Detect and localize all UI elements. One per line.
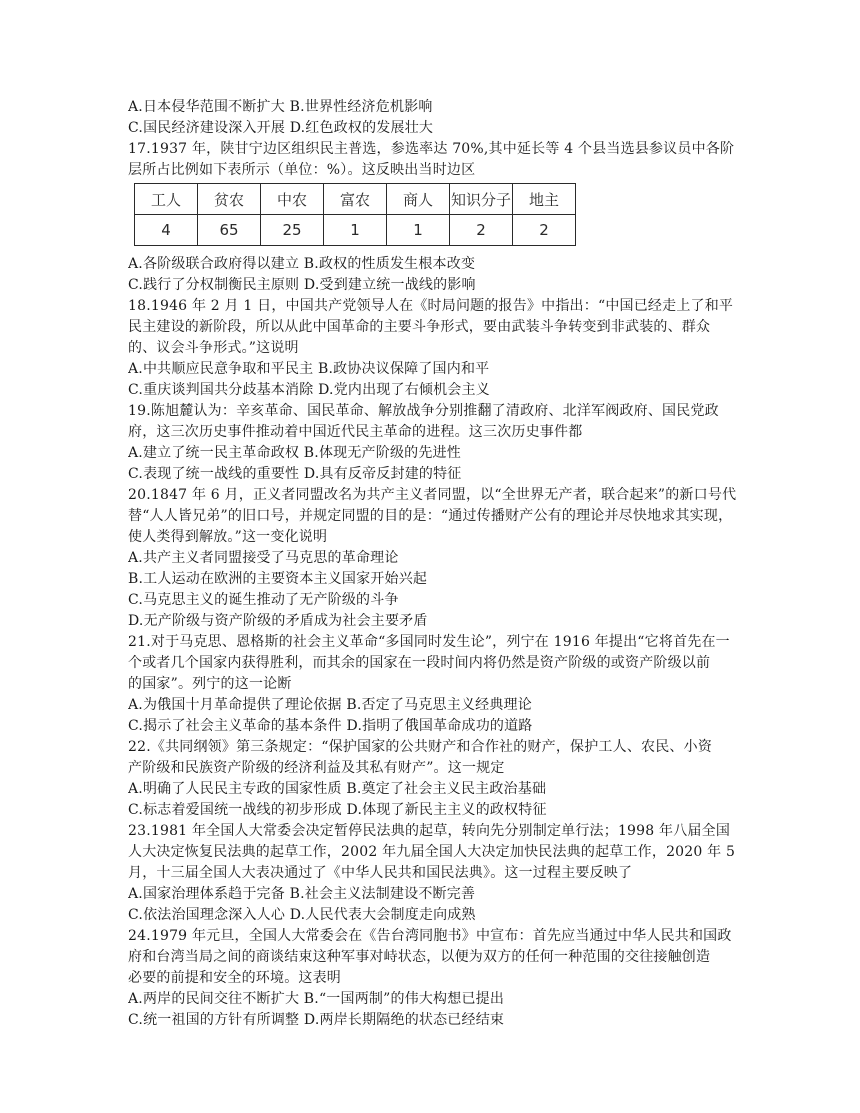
table-header-cell: 工人 — [135, 184, 198, 215]
text-line: 19.陈旭麓认为：辛亥革命、国民革命、解放战争分别推翻了清政府、北洋军阀政府、国民党政 — [128, 403, 719, 419]
text-line: C.马克思主义的诞生推动了无产阶级的斗争 — [128, 592, 399, 608]
text-line: A.为俄国十月革命提供了理论依据 B.否定了马克思主义经典理论 — [128, 697, 532, 713]
exam-page — [128, 97, 740, 1031]
text-line: 24.1979 年元旦，全国人大常委会在《告台湾同胞书》中宣布：首先应当通过中华人民共和国政 — [128, 928, 732, 944]
text-line: 府，这三次历史事件推动着中国近代民主革命的进程。这三次历史事件都 — [128, 424, 583, 440]
text-line: A.日本侵华范围不断扩大 B.世界性经济危机影响 — [128, 99, 433, 115]
text-line: C.揭示了社会主义革命的基本条件 D.指明了俄国革命成功的道路 — [128, 718, 533, 734]
text-line: A.国家治理体系趋于完备 B.社会主义法制建设不断完善 — [128, 886, 476, 902]
text-line: 使人类得到解放。”这一变化说明 — [128, 529, 328, 545]
text-line: C.践行了分权制衡民主原则 D.受到建立统一战线的影响 — [128, 277, 476, 293]
text-line: A.中共顺应民意争取和平民主 B.政协决议保障了国内和平 — [128, 361, 490, 377]
table-cell: 4 — [135, 215, 198, 246]
table-header-cell: 中农 — [261, 184, 324, 215]
table-header-cell: 商人 — [387, 184, 450, 215]
text-line: A.共产主义者同盟接受了马克思的革命理论 — [128, 550, 399, 566]
table-header-row — [135, 184, 576, 215]
text-line: 必要的前提和安全的环境。这表明 — [128, 970, 341, 986]
table-header-cell: 知识分子 — [450, 184, 513, 215]
text-line: 的、议会斗争形式。”这说明 — [128, 340, 299, 356]
text-line: 23.1981 年全国人大常委会决定暂停民法典的起草，转向先分别制定单行法；1998 年八届全国 — [128, 823, 731, 839]
text-block-top — [128, 97, 740, 181]
table-cell: 2 — [450, 215, 513, 246]
table-header-cell: 贫农 — [198, 184, 261, 215]
text-line: 月，十三届全国人大表决通过了《中华人民共和国民法典》。这一过程主要反映了 — [128, 865, 633, 881]
class-ratio-table — [134, 183, 576, 246]
text-line: 17.1937 年，陕甘宁边区组织民主普选，参选率达 70%,其中延长等 4 个县当选县参议员中各阶 — [128, 141, 735, 157]
text-line: 22.《共同纲领》第三条规定：“保护国家的公共财产和合作社的财产，保护工人、农民、小资 — [128, 739, 713, 755]
text-line: 替“人人皆兄弟”的旧口号，并规定同盟的目的是：“通过传播财产公有的理论并尽快地求其实现， — [128, 508, 733, 524]
table-header-cell: 富农 — [324, 184, 387, 215]
text-line: A.建立了统一民主革命政权 B.体现无产阶级的先进性 — [128, 445, 461, 461]
text-line: 18.1946 年 2 月 1 日，中国共产党领导人在《时局问题的报告》中指出：“中国已经走上了和平 — [128, 298, 734, 314]
table-header-cell: 地主 — [513, 184, 576, 215]
text-line: 府和台湾当局之间的商谈结束这种军事对峙状态，以便为双方的任何一种范围的交往接触创造 — [128, 949, 711, 965]
text-line: 人大决定恢复民法典的起草工作，2002 年九届全国人大决定加快民法典的起草工作，2020 年 5 — [128, 844, 736, 860]
table-cell: 25 — [261, 215, 324, 246]
text-line: C.国民经济建设深入开展 D.红色政权的发展壮大 — [128, 120, 434, 136]
text-line: 个或者几个国家内获得胜利，而其余的国家在一段时间内将仍然是资产阶级的或资产阶级以前 — [128, 655, 711, 671]
text-line: A.明确了人民民主专政的国家性质 B.奠定了社会主义民主政治基础 — [128, 781, 547, 797]
text-line: C.标志着爱国统一战线的初步形成 D.体现了新民主主义的政权特征 — [128, 802, 547, 818]
text-line: A.各阶级联合政府得以建立 B.政权的性质发生根本改变 — [128, 256, 476, 272]
text-line: D.无产阶级与资产阶级的矛盾成为社会主要矛盾 — [128, 613, 428, 629]
table-cell: 1 — [387, 215, 450, 246]
text-line: 20.1847 年 6 月，正义者同盟改名为共产主义者同盟，以“全世界无产者，联合起来”的新口号代 — [128, 487, 737, 503]
text-line: C.依法治国理念深入人心 D.人民代表大会制度走向成熟 — [128, 907, 476, 923]
text-line: C.表现了统一战线的重要性 D.具有反帝反封建的特征 — [128, 466, 462, 482]
table-cell: 2 — [513, 215, 576, 246]
text-block-bottom — [128, 254, 740, 1031]
table-cell: 65 — [198, 215, 261, 246]
text-line: C.统一祖国的方针有所调整 D.两岸长期隔绝的状态已经结束 — [128, 1012, 505, 1028]
text-line: C.重庆谈判国共分歧基本消除 D.党内出现了右倾机会主义 — [128, 382, 490, 398]
text-line: 21.对于马克思、恩格斯的社会主义革命“多国同时发生论”，列宁在 1916 年提出“它将首先在一 — [128, 634, 730, 650]
text-line: 民主建设的新阶段，所以从此中国革命的主要斗争形式，要由武装斗争转变到非武装的、群众 — [128, 319, 711, 335]
table-cell: 1 — [324, 215, 387, 246]
text-line: 的国家”。列宁的这一论断 — [128, 676, 292, 692]
text-line: 层所占比例如下表所示（单位：%）。这反映出当时边区 — [128, 162, 476, 178]
text-line: B.工人运动在欧洲的主要资本主义国家开始兴起 — [128, 571, 428, 587]
table-row — [135, 215, 576, 246]
text-line: A.两岸的民间交往不断扩大 B.“一国两制”的伟大构想已提出 — [128, 991, 505, 1007]
text-line: 产阶级和民族资产阶级的经济利益及其私有财产”。这一规定 — [128, 760, 505, 776]
